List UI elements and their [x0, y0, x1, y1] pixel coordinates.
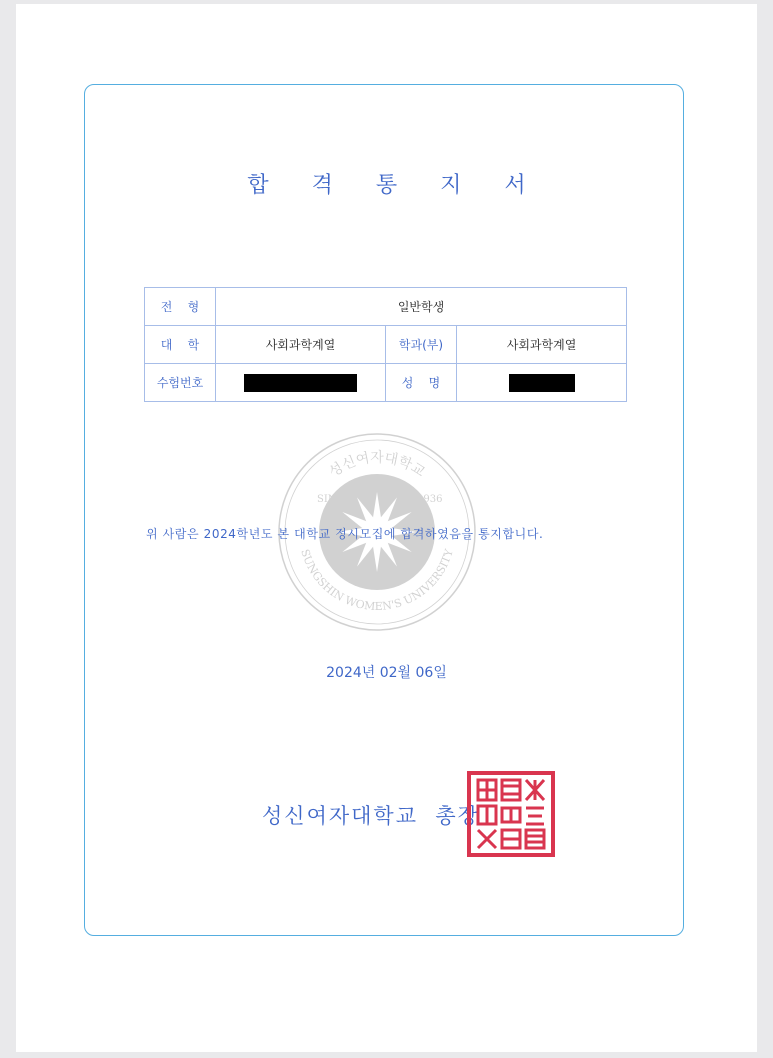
- college-label: 대 학: [145, 326, 216, 364]
- table-row: [145, 326, 627, 364]
- name-label: 성 명: [386, 364, 457, 402]
- department-label: 학과(부): [386, 326, 457, 364]
- svg-text:SUNGSHIN WOMEN'S UNIVERSITY: SUNGSHIN WOMEN'S UNIVERSITY: [298, 547, 456, 614]
- svg-text:성신여자대학교: 성신여자대학교: [326, 450, 428, 481]
- svg-text:1936: 1936: [417, 494, 443, 505]
- official-seal-stamp: [466, 770, 556, 858]
- issue-date: 2024년 02월 06일: [326, 665, 447, 681]
- admission-type-value: 일반학생: [216, 288, 627, 326]
- document-title: 합 격 통 지 서: [247, 173, 544, 198]
- svg-text:SINCE: SINCE: [317, 494, 352, 505]
- college-value: 사회과학계열: [216, 326, 386, 364]
- department-value: 사회과학계열: [457, 326, 627, 364]
- exam-number-value: [216, 364, 386, 402]
- applicant-info-table: [144, 287, 627, 402]
- exam-number-label: 수험번호: [145, 364, 216, 402]
- redaction-bar: [509, 374, 575, 392]
- table-row: [145, 288, 627, 326]
- acceptance-statement: 위 사람은 2024학년도 본 대학교 정시모집에 합격하였음을 통지합니다.: [146, 527, 544, 541]
- admission-type-label: 전 형: [145, 288, 216, 326]
- president-signature: 성신여자대학교 총장: [262, 804, 480, 828]
- redaction-bar: [244, 374, 357, 392]
- table-row: [145, 364, 627, 402]
- name-value: [457, 364, 627, 402]
